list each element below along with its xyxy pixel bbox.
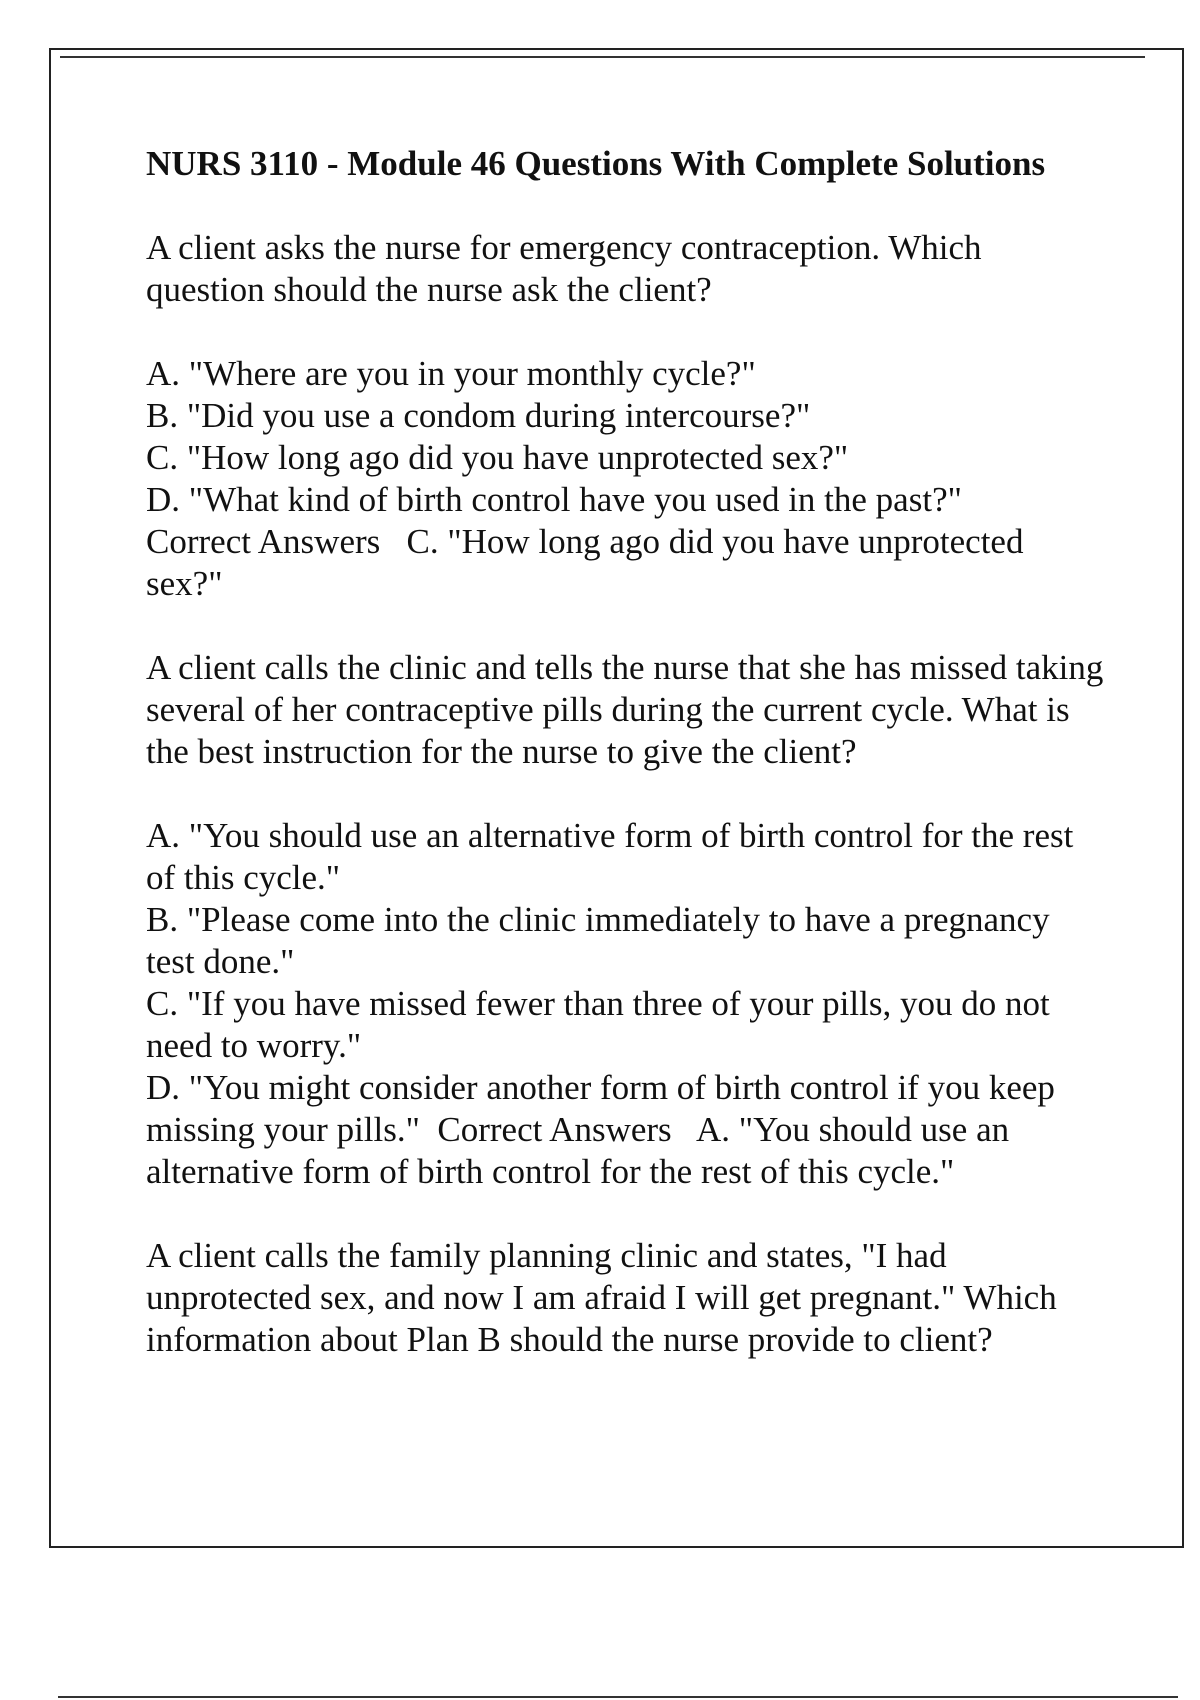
question-1-answer-line bbox=[146, 521, 1106, 605]
question-1-options bbox=[146, 353, 1106, 605]
question-2-option-c: C. "If you have missed fewer than three of your pills, you do not need to worry." bbox=[146, 984, 1050, 1065]
question-2-option-d: D. "You might consider another form of birth control if you keep missing your pills." bbox=[146, 1068, 1055, 1149]
question-3-stem: A client calls the family planning clinic and states, "I had unprotected sex, and now I am afraid I will get pregnant." Which information about Plan B should the nurse provide to client? bbox=[146, 1236, 1057, 1359]
question-2-options bbox=[146, 815, 1106, 1193]
top-rule bbox=[60, 56, 1145, 58]
question-1-option-d: D. "What kind of birth control have you used in the past?" bbox=[146, 480, 962, 519]
question-2-option-a: A. "You should use an alternative form of birth control for the rest of this cycle." bbox=[146, 816, 1074, 897]
question-2-option-b: B. "Please come into the clinic immediately to have a pregnancy test done." bbox=[146, 900, 1050, 981]
question-2-option-d-and-answer bbox=[146, 1067, 1106, 1193]
question-1-answer-label: Correct Answers bbox=[146, 522, 381, 561]
document-body bbox=[146, 143, 1106, 1403]
question-1 bbox=[146, 227, 1106, 605]
document-title: NURS 3110 - Module 46 Questions With Complete Solutions bbox=[146, 144, 1046, 183]
question-1-option-b: B. "Did you use a condom during intercourse?" bbox=[146, 396, 811, 435]
question-2-answer: A. "You should use an alternative form of birth control for the rest of this cycle." bbox=[146, 1110, 1010, 1191]
question-3 bbox=[146, 1235, 1106, 1361]
question-2-stem: A client calls the clinic and tells the nurse that she has missed taking several of her contraceptive pills during the current cycle. What is the best instruction for the nurse to give the client? bbox=[146, 648, 1104, 771]
question-1-stem: A client asks the nurse for emergency contraception. Which question should the nurse ask the client? bbox=[146, 228, 982, 309]
question-2 bbox=[146, 647, 1106, 1193]
question-1-option-c: C. "How long ago did you have unprotected sex?" bbox=[146, 438, 849, 477]
question-1-answer: C. "How long ago did you have unprotected sex?" bbox=[146, 522, 1024, 603]
bottom-rule bbox=[58, 1696, 1178, 1698]
question-2-answer-label: Correct Answers bbox=[437, 1110, 672, 1149]
question-1-option-a: A. "Where are you in your monthly cycle?" bbox=[146, 354, 756, 393]
